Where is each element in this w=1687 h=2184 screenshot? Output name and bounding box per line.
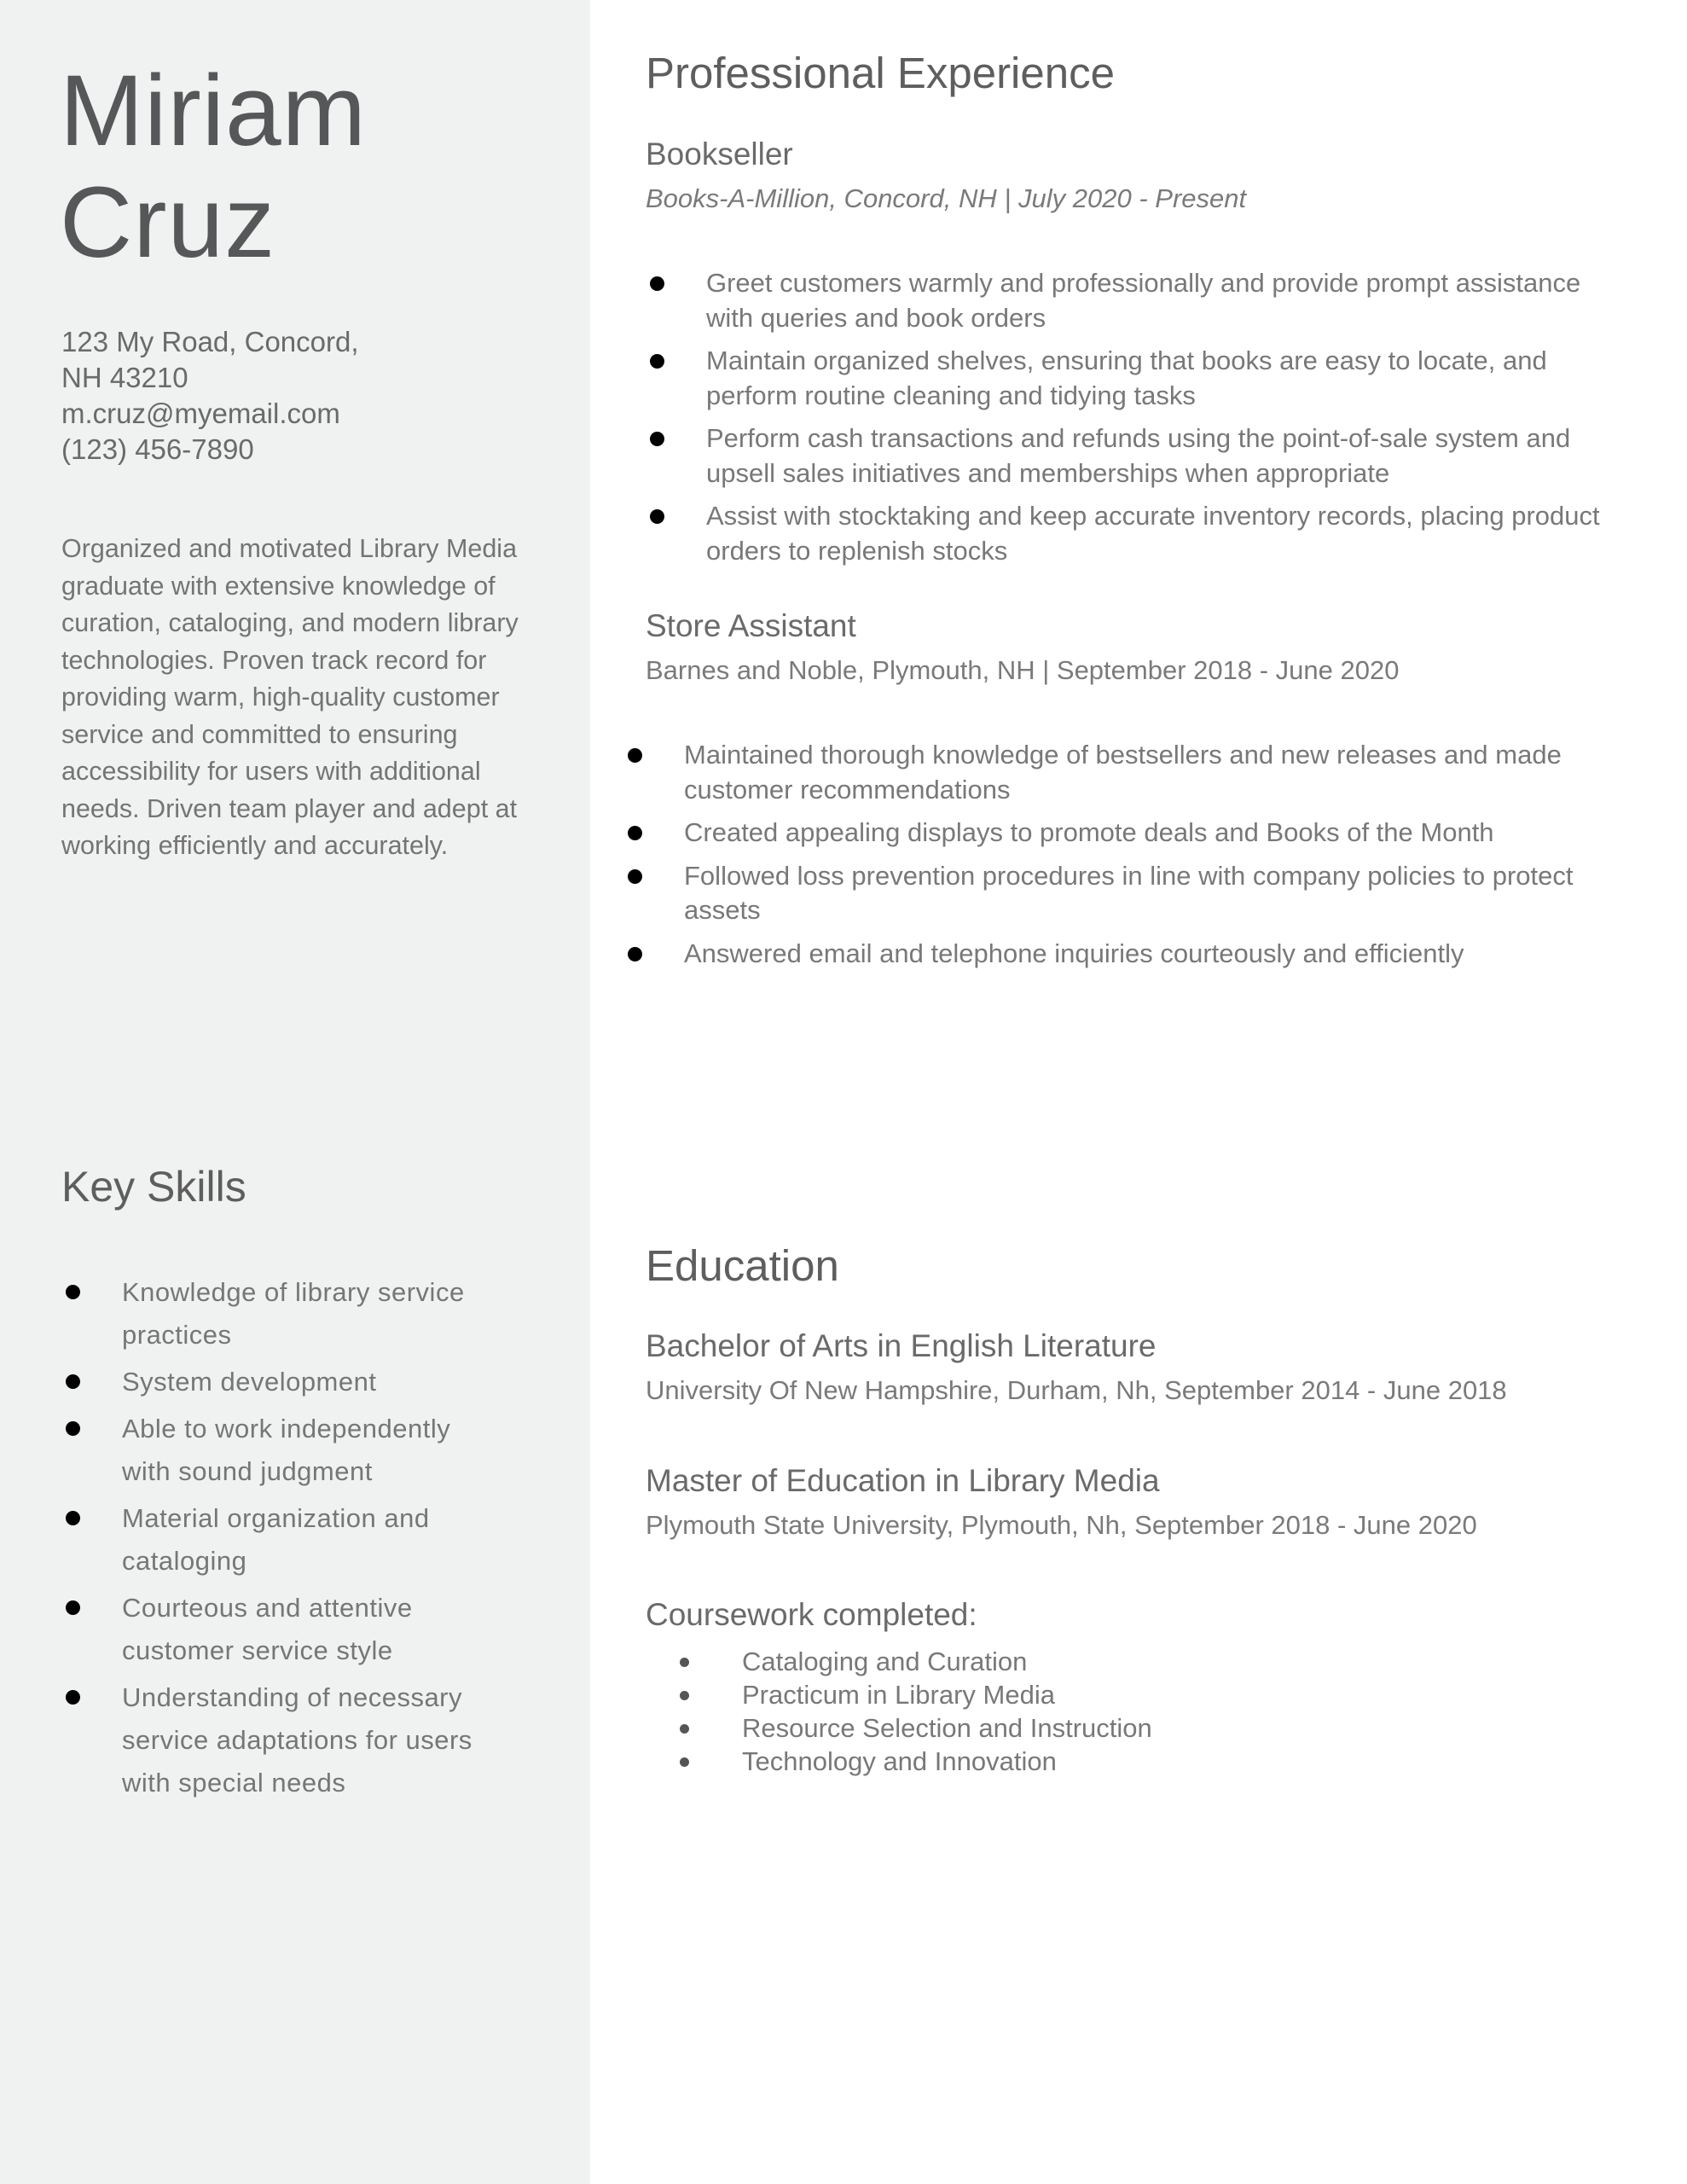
job-meta: Books-A-Million, Concord, NH | July 2020 - Present bbox=[646, 183, 1247, 213]
bullet-icon bbox=[680, 1724, 689, 1734]
education-heading: Education bbox=[646, 1241, 839, 1290]
coursework-heading: Coursework completed: bbox=[646, 1597, 977, 1632]
bullet-icon bbox=[650, 509, 664, 524]
bullet-icon bbox=[66, 1690, 80, 1705]
experience-heading: Professional Experience bbox=[646, 49, 1115, 97]
course-item: Cataloging and Curation bbox=[680, 1645, 1152, 1678]
course-item: Technology and Innovation bbox=[680, 1745, 1152, 1778]
bullet-icon bbox=[628, 869, 642, 884]
key-skills-heading: Key Skills bbox=[61, 1163, 246, 1211]
skill-item: Material organization and cataloging bbox=[0, 1497, 489, 1583]
address-line-2: NH 43210 bbox=[61, 362, 188, 393]
job-bullet: Followed loss prevention procedures in line with company policies to protect assets bbox=[623, 859, 1622, 928]
key-skills-list bbox=[0, 1271, 590, 1809]
bullet-icon bbox=[66, 1374, 80, 1389]
bullet-icon bbox=[66, 1421, 80, 1436]
job-bullet: Greet customers warmly and professionally and provide prompt assistance with queries and book orders bbox=[646, 266, 1627, 335]
job-title: Store Assistant bbox=[646, 608, 856, 643]
address-line-1: 123 My Road, Concord, bbox=[61, 326, 359, 357]
profile-summary: Organized and motivated Library Media graduate with extensive knowledge of curation, cataloging, and modern library technologies. Proven track record for providing warm, high-quality customer service and committed to ensuring accessibility for users with additional needs. Driven team player and adept at working efficiently and accurately. bbox=[61, 534, 519, 860]
job-bullet: Maintained thorough knowledge of bestsellers and new releases and made customer recommendations bbox=[623, 738, 1622, 807]
job-bullet: Created appealing displays to promote deals and Books of the Month bbox=[623, 816, 1622, 851]
skill-item: Knowledge of library service practices bbox=[0, 1271, 489, 1356]
job-bullet: Perform cash transactions and refunds using the point-of-sale system and upsell sales initiatives and memberships when appropriate bbox=[646, 421, 1627, 491]
bullet-icon bbox=[628, 947, 642, 961]
job-bullet: Answered email and telephone inquiries courteously and efficiently bbox=[623, 937, 1622, 972]
degree-meta: Plymouth State University, Plymouth, Nh, September 2018 - June 2020 bbox=[646, 1510, 1477, 1540]
course-item: Resource Selection and Instruction bbox=[680, 1711, 1152, 1745]
degree-title: Master of Education in Library Media bbox=[646, 1463, 1160, 1498]
job-bullet: Maintain organized shelves, ensuring that books are easy to locate, and perform routine cleaning and tidying tasks bbox=[646, 344, 1627, 413]
coursework-list bbox=[680, 1645, 1152, 1778]
name-last: Cruz bbox=[60, 166, 276, 279]
job-bullets bbox=[646, 266, 1626, 577]
job-meta: Barnes and Noble, Plymouth, NH | September 2018 - June 2020 bbox=[646, 655, 1400, 685]
bullet-icon bbox=[66, 1285, 80, 1299]
job-title: Bookseller bbox=[646, 136, 793, 171]
skill-item: Courteous and attentive customer service style bbox=[0, 1587, 489, 1672]
course-item: Practicum in Library Media bbox=[680, 1678, 1152, 1711]
email: m.cruz@myemail.com bbox=[61, 398, 340, 429]
degree-meta: University Of New Hampshire, Durham, Nh, September 2014 - June 2018 bbox=[646, 1375, 1507, 1405]
bullet-icon bbox=[650, 276, 664, 291]
bullet-icon bbox=[680, 1691, 689, 1700]
bullet-icon bbox=[628, 748, 642, 763]
job-bullet: Assist with stocktaking and keep accurate inventory records, placing product orders to replenish stocks bbox=[646, 499, 1627, 568]
skill-item: Able to work independently with sound judgment bbox=[0, 1408, 489, 1493]
name-first: Miriam bbox=[60, 55, 367, 167]
job-bullets bbox=[623, 738, 1604, 979]
skill-item: Understanding of necessary service adaptations for users with special needs bbox=[0, 1676, 489, 1804]
bullet-icon bbox=[650, 354, 664, 369]
bullet-icon bbox=[66, 1600, 80, 1615]
bullet-icon bbox=[680, 1757, 689, 1767]
bullet-icon bbox=[680, 1658, 689, 1667]
skill-item: System development bbox=[0, 1361, 489, 1403]
bullet-icon bbox=[650, 432, 664, 446]
phone: (123) 456-7890 bbox=[61, 433, 254, 465]
bullet-icon bbox=[628, 826, 642, 840]
degree-title: Bachelor of Arts in English Literature bbox=[646, 1328, 1157, 1363]
bullet-icon bbox=[66, 1511, 80, 1525]
